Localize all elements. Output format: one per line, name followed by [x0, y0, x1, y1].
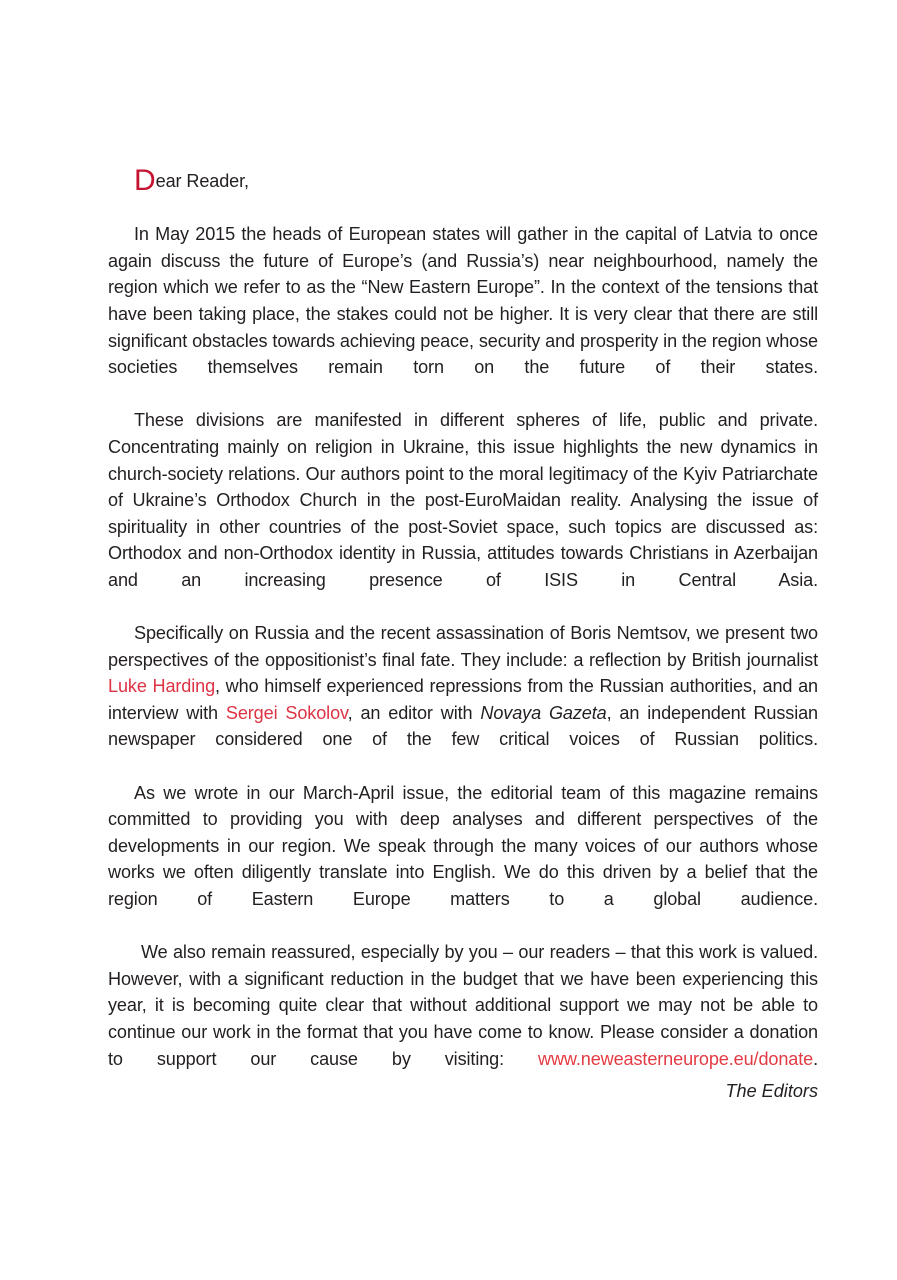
- p3-seg-0: Specifically on Russia and the recent assassination of Boris Nemtsov, we present two perspectives of the oppositionist’s final fate. They include: a reflection by British journalist: [108, 623, 818, 670]
- paragraph-1: In May 2015 the heads of European states will gather in the capital of Latvia to once again discuss the future of Europe’s (and Russia’s) near neighbourhood, namely the region which we refer to as the “New Eastern Europe”. In the context of the tensions that have been taking place, the stakes could not be higher. It is very clear that there are still significant obstacles towards achieving peace, security and prosperity in the region whose societies themselves remain torn on the future of their states.: [108, 224, 818, 378]
- paragraph-4: As we wrote in our March-April issue, the editorial team of this magazine remains committed to providing you with deep analyses and different perspectives of the developments in our region. We speak through the many voices of our authors whose works we often diligently translate into English. We do this driven by a belief that the region of Eastern Europe matters to a global audience.: [108, 782, 818, 910]
- person-name-luke-harding: Luke Harding: [108, 676, 216, 697]
- letter-body: [108, 164, 818, 1099]
- person-name-sergei-sokolov: Sergei Sokolov: [225, 702, 348, 723]
- p3-seg-6: , an independent Russian newspaper considered one of the few critical voices of Russian politics.: [108, 702, 818, 750]
- salutation: [108, 164, 818, 221]
- salutation-text: ear Reader,: [155, 171, 249, 191]
- p5-seg-0: We also remain reassured, especially by you – our readers – that this work is valued. However, with a significant reduction in the budget that we have been experiencing this year, it is becoming quite clear that without additional support we may not be able to continue our work in the format that you have come to know. Please consider a donation to support our cause by visiting:: [108, 942, 818, 1069]
- paragraph-2: These divisions are manifested in different spheres of life, public and private. Concentrating mainly on religion in Ukraine, this issue highlights the new dynamics in church-society relations. Our authors point to the moral legitimacy of the Kyiv Patriarchate of Ukraine’s Orthodox Church in the post-EuroMaidan reality. Analysing the issue of spirituality in other countries of the post-Soviet space, such topics are discussed as: Orthodox and non-Orthodox identity in Russia, attitudes towards Christians in Azerbaijan and an increasing presence of ISIS in Central Asia.: [108, 410, 818, 590]
- publication-title-novaya-gazeta: Novaya Gazeta: [480, 702, 607, 723]
- dropcap-letter: D: [134, 164, 156, 197]
- p5-seg-2: .: [813, 1048, 818, 1069]
- paragraph-5: [108, 939, 818, 1099]
- signature: The Editors: [725, 1081, 818, 1101]
- paragraph-3: [108, 620, 818, 780]
- p3-seg-2: , who himself experienced repressions from the Russian authorities, and an interview with: [108, 676, 818, 723]
- donation-url-link[interactable]: www.neweasterneurope.eu/donate: [538, 1048, 814, 1069]
- p3-seg-4: , an editor with: [347, 702, 481, 723]
